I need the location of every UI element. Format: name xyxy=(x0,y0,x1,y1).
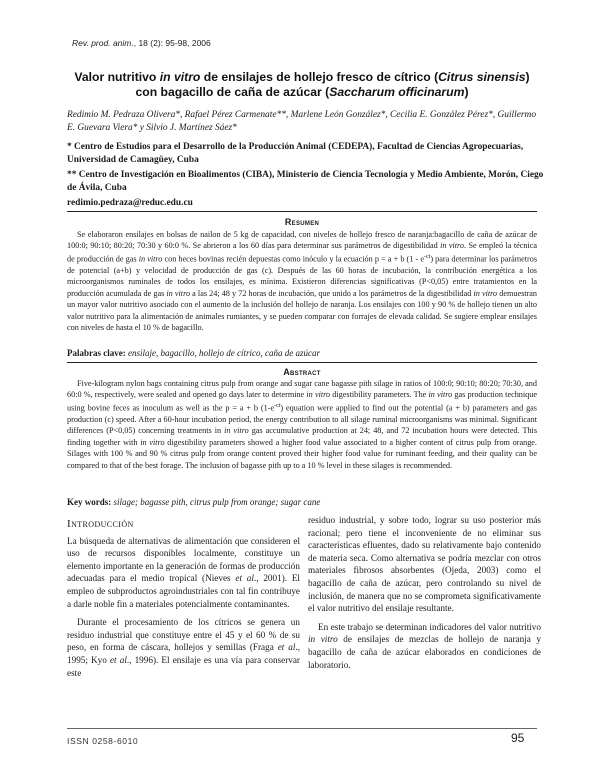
issn-label: ISSN 0258-6010 xyxy=(67,736,139,746)
journal-name: Rev. prod. anim. xyxy=(72,38,134,48)
text-run: Se elaboraron ensilajes en bolsas de nailon de 5 kg de capacidad, con niveles de hollejo fresco de naranja:bagacillo de caña de azúcar de 100:0; 90:10; 80:20; 70:30 y 60:0 %. Se abrieron a los 60 días para determinar sus parámetros de digestibilidad xyxy=(67,230,537,251)
footer-divider xyxy=(67,728,537,729)
text-run: digestibility parameters showed a higher food value associated to a higher content of citrus pulp from orange. Silages with 100 % and 90 % citrus pulp from orange content proved their higher food value for ruminant feeding, and their quality can be compared to that of the best forage. The inclusion of bagasse pith up to a 10 % level in these silages is recommended. xyxy=(67,437,537,470)
italic-run: in vitro xyxy=(224,426,249,436)
text-run: Durante el procesamiento de los cítricos se genera un residuo industrial que constituye entre el 45 y el 60 % de su peso, en forma de cáscara, hollejos y semillas (Fraga xyxy=(67,617,300,653)
text-run: con heces bovinas recién depuestas como inóculo y la ecuación p = a + b (1 - e xyxy=(162,254,424,264)
keywords-es xyxy=(67,348,320,358)
italic-run: in vitro xyxy=(306,390,331,400)
keywords-colon: : xyxy=(108,497,114,507)
text-run: gas production technique using bovine feces as inoculum as well as the p = a + b (1-e xyxy=(67,390,538,413)
body-column-right xyxy=(308,514,541,677)
text-run: ., 1995; Kyo xyxy=(67,642,301,665)
italic-run: in vitro xyxy=(140,437,165,447)
superscript: -ct xyxy=(423,253,431,260)
title-italic: Saccharum officinarum xyxy=(329,85,465,99)
article-title xyxy=(66,70,538,100)
superscript: -ct xyxy=(274,402,281,409)
text-run: de ensilajes de mezclas de hollejo de naranja y bagacillo de caña de azúcar elaborados en condiciones de laboratorio. xyxy=(308,634,541,670)
text-run: digestibility parameters. The xyxy=(330,390,429,400)
body-column-left xyxy=(67,518,300,685)
text-run: ) equation were applied to find out the potential (a + b) parameters and gas production (c) speed. After a 60-hour incubation period, the energy contribution to all silage ruminal microorganisms was minimal. Significant differences (P<0,05) concerning treatments in xyxy=(67,403,537,436)
resumen-text xyxy=(67,229,537,333)
affiliation-2: ** Centro de Investigación en Bioalimentos (CIBA), Ministerio de Ciencia Tecnología y Medio Ambiente, Morón, Ciego de Ávila, Cuba xyxy=(67,170,544,193)
title-italic: in vitro xyxy=(159,70,201,84)
title-italic: Citrus sinensis xyxy=(438,70,526,84)
divider xyxy=(67,211,537,212)
text-run: . Se empleó la técnica de producción de gas xyxy=(67,241,538,264)
text-run: ., 1996). El ensilaje es una vía para conservar este xyxy=(67,654,300,678)
text-run: Five-kilogram nylon bags containing citrus pulp from orange and sugar cane bagasse pith silage in ratios of 100:0; 90:10; 80:20; 70:30, and 60:0 %, respectively, were sealed and opened go days later to determine xyxy=(67,379,537,400)
keywords-text: ensilaje, bagacillo, hollejo de cítrico, caña de azúcar xyxy=(128,348,320,358)
italic-run: in vitro xyxy=(440,241,465,251)
page-number: 95 xyxy=(511,731,525,745)
italic-run: et al xyxy=(235,573,254,584)
intro-heading: Introducción xyxy=(67,518,134,530)
text-run: La búsqueda de alternativas de alimentación que consideren el uso de recursos disponibles localmente, constituye un elemento importante en la generación de formas de producción adecuadas para el medio tropical (Nieves xyxy=(67,535,300,584)
paragraph xyxy=(308,621,541,671)
affiliation-1: * Centro de Estudios para el Desarrollo de la Producción Animal (CEDEPA), Facultad de Ciencias Agropecuarias, Universidad de Camagüey, Cuba xyxy=(67,142,524,165)
keywords-text: silage; bagasse pith, citrus pulp from orange; sugar cane xyxy=(113,497,321,507)
title-text: ) xyxy=(464,85,469,99)
paragraph: residuo industrial, y sobre todo, lograr su uso posterior más racional; pero tiene el inconveniente de no eliminar sus características efluentes, dado su relativamente bajo contenido de materia seca. Como alternativa se podría mezclar con otros materiales fibrosos absorbentes (Ojeda, 2003) como el bagacillo de caña de azúcar, pero controlando su nivel de inclusión, de manera que no se comprometa significativamente el valor nutritivo del ensilaje resultante. xyxy=(308,515,541,614)
keywords-label: Key words xyxy=(67,497,109,507)
title-text: Valor nutritivo xyxy=(74,70,160,84)
italic-run: in vitro xyxy=(428,390,453,400)
italic-run: in vitro xyxy=(308,634,338,645)
author-list: Redimio M. Pedraza Olivera*, Rafael Pérez Carmenate**, Marlene León González*, Cecilia E. González Pérez*, Guillermo E. Guevara Viera* y Silvio J. Martínez Sáez* xyxy=(67,110,537,133)
journal-citation xyxy=(72,38,211,48)
italic-run: in vitro xyxy=(473,288,498,298)
italic-run: in vitro xyxy=(138,254,163,264)
text-run: gas accumulative production at 24; 48, and 72 incubation hours were detected. This finding together with xyxy=(67,426,538,447)
divider xyxy=(67,362,537,363)
text-run: ., 2001). El empleo de subproductos agroindustriales con tal fin contribuye a darle noble fin a materiales potencialmente contaminantes. xyxy=(67,573,300,609)
text-run: ) para determinar los parámetros de potencial (a+b) y velocidad de producción de gas (c). Después de las 60 horas de incubación, la contribución energética a los microorganismos ruminales de todos los ensilajes, es mínima. Existieron diferencias significativas (P<0,05) entre tratamientos en la producción acumulada de gas xyxy=(67,254,538,298)
italic-run: et al xyxy=(109,654,127,665)
italic-run: in vitro xyxy=(166,288,191,298)
abstract-text xyxy=(67,378,537,471)
paragraph xyxy=(67,616,300,679)
resumen-heading: Resumen xyxy=(284,217,320,227)
text-run: demuestran un mayor valor nutritivo asociado con el aumento de la inclusión del hollejo de naranja. Los ensilajes con 100 y 90 % de hollejo tienen un alto valor nutritivo para la alimentación de animales rumiantes, y se pueden comparar con forrajes de elevada calidad. Se sugiere emplear ensilajes con niveles de hasta el 10 % de bagacillo. xyxy=(67,288,537,332)
keywords-colon: : xyxy=(122,348,128,358)
paragraph xyxy=(67,535,300,611)
title-text: ) con bagacillo de caña de azúcar ( xyxy=(135,70,530,99)
keywords-en xyxy=(67,497,320,507)
journal-volume: , 18 (2): 95-98, 2006 xyxy=(133,38,211,48)
title-text: de ensilajes de hollejo fresco de cítrico ( xyxy=(200,70,439,84)
contact-email[interactable]: redimio.pedraza@reduc.edu.cu xyxy=(67,198,193,208)
text-run: En este trabajo se determinan indicadores del valor nutritivo xyxy=(318,621,541,632)
keywords-label: Palabras clave xyxy=(67,348,123,358)
italic-run: et al xyxy=(277,642,296,653)
abstract-heading: Abstract xyxy=(283,367,321,377)
text-run: a las 24; 48 y 72 horas de incubación, que unido a los parámetros de la digestibilidad xyxy=(190,288,474,298)
